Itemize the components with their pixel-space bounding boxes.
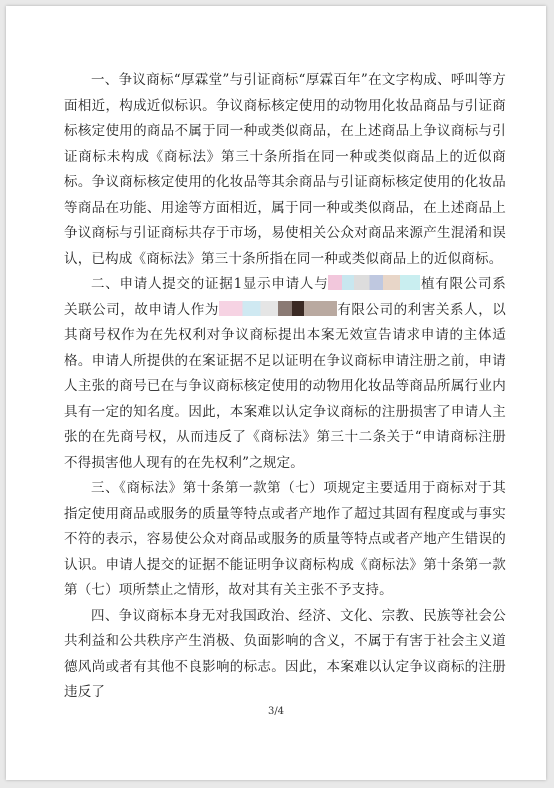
- document-body: [64, 68, 506, 706]
- redacted-company-name-1: [328, 275, 420, 290]
- redacted-company-name-2: [219, 301, 337, 316]
- paragraph-2-part-1: 二、申请人提交的证据1显示申请人与: [91, 276, 329, 292]
- paragraph-3: 三、《商标法》第十条第一款第（七）项规定主要适用于商标对于其指定使用商品或服务的质量等特点或者产地作了超过其固有程度或与事实不符的表示，容易使公众对商品或服务的质量等特点或者产地产生错误的认识。申请人提交的证据不能证明争议商标构成《商标法》第十条第一款第（七）项所禁止之情形，故对其有关主张不予支持。: [64, 480, 506, 598]
- paragraph-1: 一、争议商标“厚霖堂”与引证商标“厚霖百年”在文字构成、呼叫等方面相近，构成近似标识。争议商标核定使用的动物用化妆品商品与引证商标核定使用的商品不属于同一种或类似商品，在上述商品上争议商标与引证商标未构成《商标法》第三十条所指在同一种或类似商品上的近似商标。争议商标核定使用的化妆品等其余商品与引证商标核定使用的化妆品等商品在功能、用途等方面相近，属于同一种或类似商品，在上述商品上争议商标与引证商标共存于市场，易使相关公众对商品来源产生混淆和误认，已构成《商标法》第三十条所指在同一种或类似商品上的近似商标。: [64, 72, 506, 267]
- paragraph-2-part-2: 植有限公司系关联公司，故申请人作为: [64, 276, 506, 318]
- paragraph-2-part-3: 有限公司的利害关系人，以其商号权作为在先权利对争议商标提出本案无效宣告请求申请的主体适格。申请人所提供的在案证据不足以证明在争议商标申请注册之前，申请人主张的商号已在与争议商标核定使用的动物用化妆品等商品所属行业内具有一定的知名度。因此，本案难以认定争议商标的注册损害了申请人主张的在先商号权，从而违反了《商标法》第三十二条关于“申请商标注册不得损害他人现有的在先权利”之规定。: [64, 301, 506, 471]
- page-number: 3/4: [267, 706, 285, 717]
- document-page: [6, 6, 546, 780]
- paragraph-2: [64, 272, 506, 476]
- paragraph-4: 四、争议商标本身无对我国政治、经济、文化、宗教、民族等社会公共利益和公共秩序产生消极、负面影响的含义，不属于有害于社会主义道德风尚或者有其他不良影响的标志。因此，本案难以认定争议商标的注册违反了: [64, 607, 506, 700]
